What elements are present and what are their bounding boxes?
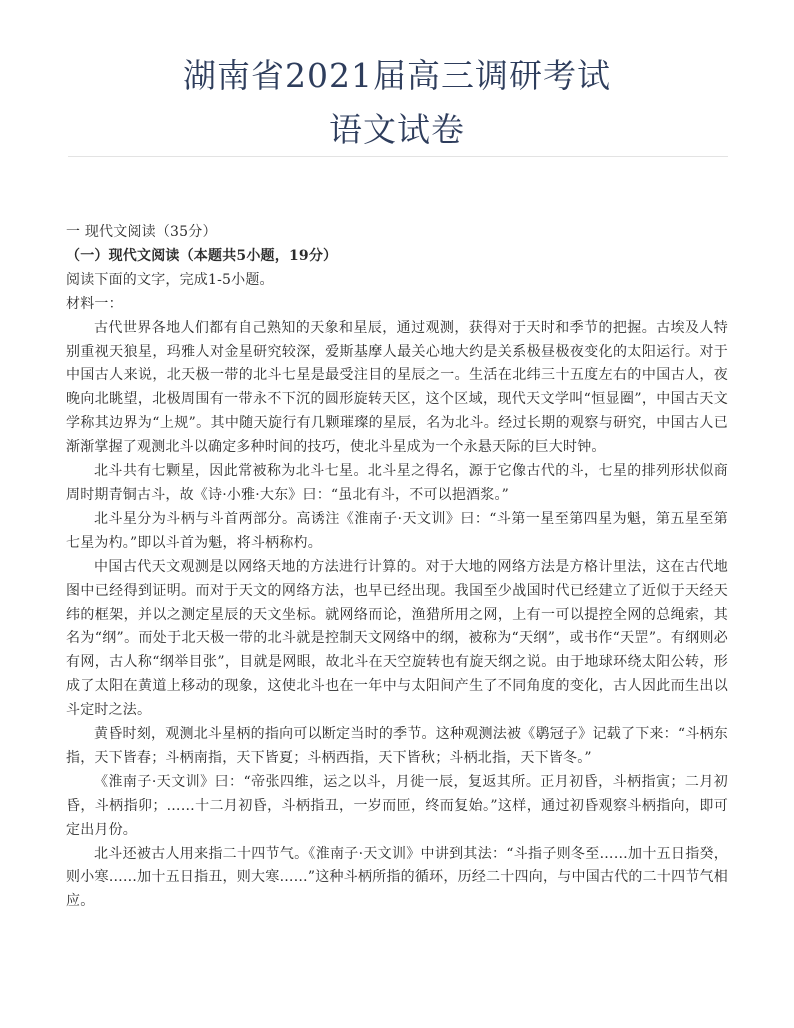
paragraph: 北斗还被古人用来指二十四节气。《淮南子·天文训》中讲到其法：“斗指子则冬至……加十五日指癸，则小寒……加十五日指丑，则大寒……”这种斗柄所指的循环，历经二十四向，与中国古代的二十四节气相应。 (66, 845, 728, 910)
paragraph: 黄昏时刻，观测北斗星柄的指向可以断定当时的季节。这种观测法被《鹖冠子》记载了下来：“斗柄东指，天下皆春；斗柄南指，天下皆夏；斗柄西指，天下皆秋；斗柄北指，天下皆冬。” (66, 726, 728, 766)
title-divider (68, 156, 728, 157)
paragraph: 《淮南子·天文训》曰：“帝张四维，运之以斗，月徙一辰，复返其所。正月初昏，斗柄指寅；二月初昏，斗柄指卯；……十二月初昏，斗柄指丑，一岁而匝，终而复始。”这样，通过初昏观察斗柄指向，即可定出月份。 (66, 773, 728, 838)
material-label: 材料一： (66, 295, 123, 312)
subsection-heading: （一）现代文阅读（本题共5小题，19分） (66, 247, 338, 264)
paragraph: 北斗共有七颗星，因此常被称为北斗七星。北斗星之得名，源于它像古代的斗，七星的排列形状似商周时期青铜古斗，故《诗·小雅·大东》曰：“虽北有斗，不可以挹酒浆。” (66, 463, 728, 503)
exam-subtitle: 语文试卷 (329, 110, 465, 149)
paragraph: 中国古代天文观测是以网络天地的方法进行计算的。对于大地的网络方法是方格计里法，这在古代地图中已经得到证明。而对于天文的网络方法，也早已经出现。我国至少战国时代已经建立了近似于天经天纬的框架，并以之测定星辰的天文坐标。就网络而论，渔猎所用之网，上有一可以提控全网的总绳索，其名为“纲”。而处于北天极一带的北斗就是控制天文网络中的纲，被称为“天纲”，或书作“天罡”。有纲则必有网，古人称“纲举目张”，目就是网眼，故北斗在天空旋转也有旋天纲之说。由于地球环绕太阳公转，形成了太阳在黄道上移动的现象，这使北斗也在一年中与太阳间产生了不同角度的变化，古人因此而生出以斗定时之法。 (66, 558, 728, 719)
section-heading: 一 现代文阅读（35分） (66, 224, 217, 240)
reading-section (66, 221, 728, 914)
paragraph: 古代世界各地人们都有自己熟知的天象和星辰，通过观测，获得对于天时和季节的把握。古埃及人特别重视天狼星，玛雅人对金星研究较深，爱斯基摩人最关心地大约是关系极昼极夜变化的太阳运行。对于中国古人来说，北天极一带的北斗七星是最受注目的星辰之一。生活在北纬三十五度左右的中国古人，夜晚向北眺望，北极周围有一带永不下沉的圆形旋转天区，这个区域，现代天文学叫“恒显圈”，中国古天文学称其边界为“上规”。其中随天旋行有几颗璀璨的星辰，名为北斗。经过长期的观察与研究，中国古人已渐渐掌握了观测北斗以确定多种时间的技巧，使北斗星成为一个永悬天际的巨大时钟。 (66, 319, 728, 456)
reading-instruction: 阅读下面的文字，完成1-5小题。 (66, 271, 274, 288)
paragraph: 北斗星分为斗柄与斗首两部分。高诱注《淮南子·天文训》曰：“斗第一星至第四星为魁，第五星至第七星为杓。”即以斗首为魁，将斗柄称杓。 (66, 510, 728, 551)
exam-title: 湖南省2021届高三调研考试 (183, 56, 611, 95)
